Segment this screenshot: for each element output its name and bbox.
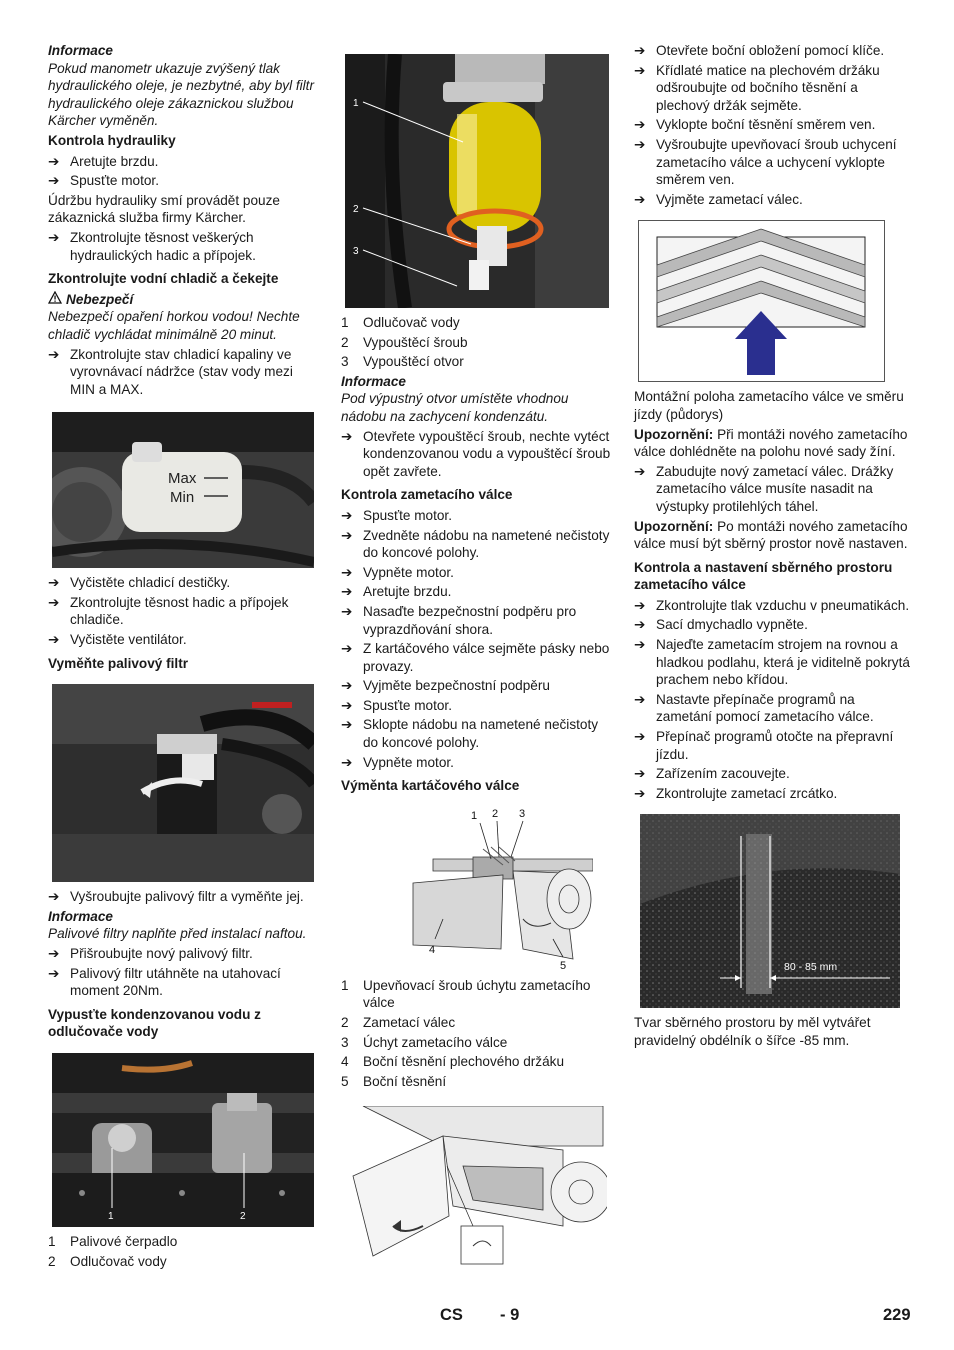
arrow-right-icon: ➔ [48,594,60,610]
callout-number: 1 [353,98,359,109]
step: ➔ Aretujte brzdu. [48,153,159,169]
arrow-right-icon: ➔ [48,946,60,962]
step: ➔ Spusťte motor. [341,507,452,523]
warning-icon [48,291,62,309]
arrow-right-icon: ➔ [48,229,60,245]
step: ➔ Vyjměte zametací válec. [634,191,803,207]
step: ➔ Nastavte přepínače programů na zametání pomocí zametacího válce. [634,691,874,725]
callout-number: 5 [560,959,567,971]
callout-number: 1 [471,809,478,822]
arrow-right-icon: ➔ [48,153,60,169]
legend-item: 2 Vypouštěcí šroub [341,334,468,350]
note: Údržbu hydrauliky smí provádět pouze zákaznická služba firmy Kärcher. [48,192,280,226]
step: ➔ Sací dmychadlo vypněte. [634,617,808,633]
step: ➔ Vyjměte bezpečnostní podpěru [341,678,550,694]
legend-item: 2 Zametací válec [341,1015,456,1031]
section-heading-drain: Vypusťte kondenzovanou vodu z odlučovače vody [48,1006,261,1040]
figure-caption: Montážní poloha zametacího válce ve směru jízdy (půdorys) [634,389,904,422]
info-title: Informace [48,43,113,58]
arrow-right-icon: ➔ [48,346,60,362]
info-text: Pod výpustný otvor umístěte vhodnou nádobu na zachycení kondenzátu. [341,391,569,424]
arrow-right-icon: ➔ [341,641,353,657]
step: ➔ Vyčistěte chladicí destičky. [48,575,231,591]
step: ➔ Zařízením zacouvejte. [634,766,790,782]
arrow-right-icon: ➔ [634,191,646,207]
legend-item: 1 Palivové čerpadlo [48,1234,178,1249]
step: ➔ Křídlaté matice na plechovém držáku odšroubujte od bočního těsnění a plechový držák sejměte. [634,62,880,113]
info-title: Informace [341,373,406,389]
step: ➔ Otevřete vypouštěcí šroub, nechte vytéct kondenzovanou vodu a vypouštěcí šroub opět zavřete. [341,428,611,479]
language-code: CS [440,1306,463,1324]
legend-item: 3 Vypouštěcí otvor [341,354,464,370]
column-right [634,42,910,1052]
arrow-right-icon: ➔ [341,717,353,733]
arrow-right-icon: ➔ [634,117,646,133]
page-number: 229 [883,1306,911,1324]
note: Upozornění: Po montáži nového zametacího válce musí být sběrný prostor nově nastaven. [634,518,908,552]
step: ➔ Zvedněte nádobu na nametené nečistoty do koncové polohy. [341,527,610,561]
sweep-mirror-photo [640,814,900,1008]
arrow-right-icon: ➔ [341,678,353,694]
arrow-right-icon: ➔ [634,766,646,782]
step: ➔ Vypněte motor. [341,754,454,770]
danger-text: Nebezpečí opaření horkou vodou! Nechte chladič vychládat minimálně 20 minut. [48,309,300,342]
step: ➔ Nasaďte bezpečnostní podpěru pro vyprazdňování shora. [341,603,577,637]
arrow-right-icon: ➔ [341,754,353,770]
figure-caption: Tvar sběrného prostoru by měl vytvářet pravidelný obdélník o šířce -85 mm. [634,1015,871,1048]
callout-number: 4 [429,943,436,956]
callout-number: 3 [353,246,359,257]
arrow-right-icon: ➔ [634,43,646,58]
column-middle [341,42,613,1280]
step: ➔ Spusťte motor. [341,697,452,713]
arrow-right-icon: ➔ [48,173,60,189]
arrow-right-icon: ➔ [634,785,646,801]
step: ➔ Přišroubujte nový palivový filtr. [48,946,253,962]
info-text: Palivové filtry naplňte před instalací naftou. [48,926,307,942]
arrow-right-icon: ➔ [48,632,60,648]
arrow-right-icon: ➔ [341,697,353,713]
fuel-filter-photo [52,684,314,882]
arrow-right-icon: ➔ [48,575,60,591]
step: ➔ Vyklopte boční těsnění směrem ven. [634,117,876,133]
arrow-right-icon: ➔ [634,463,646,479]
danger-title: Nebezpečí [48,291,320,309]
step: ➔ Vyšroubujte palivový filtr a vyměňte jej. [48,889,304,905]
step: ➔ Spusťte motor. [48,173,159,189]
info-title: Informace [48,908,113,924]
arrow-right-icon: ➔ [341,428,353,444]
section-number: - 9 [500,1306,520,1324]
step: ➔ Zkontrolujte těsnost hadic a přípojek chladiče. [48,594,289,628]
arrow-right-icon: ➔ [341,527,353,543]
arrow-right-icon: ➔ [634,729,646,745]
max-label: Max [168,470,197,488]
arrow-right-icon: ➔ [634,637,646,653]
step: ➔ Z kartáčového válce sejměte pásky nebo provazy. [341,641,610,674]
arrow-right-icon: ➔ [634,62,646,78]
arrow-right-icon: ➔ [48,965,60,981]
arrow-right-icon: ➔ [634,136,646,152]
step: ➔ Otevřete boční obložení pomocí klíče. [634,43,885,58]
callout-number: 1 [108,1211,114,1222]
step: ➔ Palivový filtr utáhněte na utahovací moment 20Nm. [48,965,281,999]
callout-number: 2 [492,807,499,820]
section-heading-roller-check: Kontrola zametacího válce [341,487,513,503]
legend-item: 3 Úchyt zametacího válce [341,1034,508,1050]
step: ➔ Zkontrolujte zametací zrcátko. [634,785,838,801]
fuel-pump-photo [52,1053,314,1227]
step: ➔ Sklopte nádobu na nametené nečistoty do koncové polohy. [341,717,599,751]
roller-parts-diagram [373,799,593,971]
arrow-right-icon: ➔ [341,603,353,619]
arrow-right-icon: ➔ [634,597,646,613]
step: ➔ Vypněte motor. [341,564,454,580]
section-heading-roller-replace: Výměnta kartáčového válce [341,778,520,794]
callout-number: 3 [519,807,526,820]
arrow-right-icon: ➔ [341,584,353,600]
legend-item: 2 Odlučovač vody [48,1253,167,1269]
legend-item: 1 Upevňovací šroub úchytu zametacího válce [341,977,591,1011]
note: Upozornění: Při montáži nového zametacího válce dohlédněte na polohu nové sady žíní. [634,426,908,460]
coolant-tank-photo [52,412,314,568]
arrow-right-icon: ➔ [634,617,646,633]
section-heading-collection: Kontrola a nastavení sběrného prostoru zametacího válce [634,559,893,593]
arrow-right-icon: ➔ [341,564,353,580]
step: ➔ Zabudujte nový zametací válec. Drážky zametacího válce musíte nasadit na výstupky protilehlých táhel. [634,463,894,514]
step: ➔ Vyčistěte ventilátor. [48,632,187,648]
arrow-right-icon: ➔ [48,889,60,905]
legend-item: 5 Boční těsnění [341,1073,447,1089]
measure-label: 80 - 85 mm [784,961,838,974]
step: ➔ Aretujte brzdu. [341,584,452,600]
step: ➔ Přepínač programů otočte na přepravní jízdu. [634,729,894,762]
arrow-right-icon: ➔ [341,507,353,523]
section-heading-cooler: Zkontrolujte vodní chladič a čekejte [48,271,279,287]
section-heading-hydraulics: Kontrola hydrauliky [48,132,176,148]
side-cover-diagram [343,1106,607,1274]
legend-item: 4 Boční těsnění plechového držáku [341,1054,565,1070]
water-separator-photo [345,54,609,308]
step: ➔ Zkontrolujte těsnost veškerých hydraulických hadic a přípojek. [48,229,256,263]
arrow-right-icon: ➔ [634,691,646,707]
legend-item: 1 Odlučovač vody [341,315,460,330]
min-label: Min [170,489,195,507]
column-left [48,42,320,1272]
roller-mounting-diagram [638,220,885,382]
callout-number: 2 [240,1211,246,1222]
callout-number: 2 [353,204,359,215]
section-heading-fuel-filter: Vyměňte palivový filtr [48,655,189,671]
step: ➔ Zkontrolujte stav chladicí kapaliny ve vyrovnávací nádržce (stav vody mezi MIN a MAX. [48,346,293,397]
step: ➔ Zkontrolujte tlak vzduchu v pneumatikách. [634,597,910,613]
info-text: Pokud manometr ukazuje zvýšený tlak hydraulického oleje, je nezbytné, aby byl filtr hydraulického oleje zákaznickou službou Kärcher vyměněn. [48,60,314,129]
step: ➔ Najeďte zametacím strojem na rovnou a hladkou podlahu, která je viditelně pokrytá prachem nebo křídou. [634,637,910,688]
step: ➔ Vyšroubujte upevňovací šroub uchycení zametacího válce a uchycení vyklopte směrem ven. [634,136,897,188]
